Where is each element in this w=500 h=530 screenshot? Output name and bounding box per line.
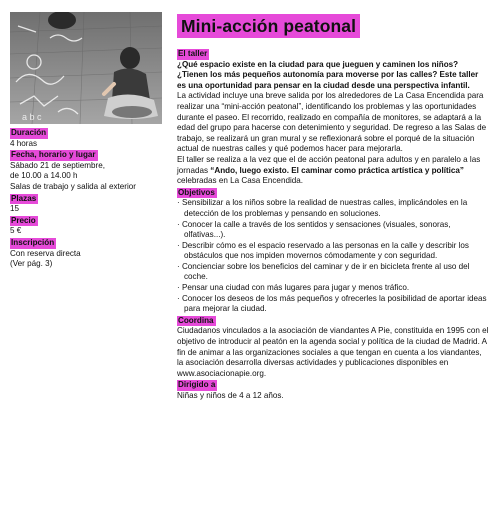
duracion-label: Duración <box>11 128 47 137</box>
taller-intro: ¿Qué espacio existe en la ciudad para que jueguen y caminen los niños? ¿Tienen los más pequeños autonomía para moverse por las calles? Este taller es una oportunidad para pensar en la ciudad desde una perspectiva infantil. <box>177 59 479 90</box>
coordina-text: Ciudadanos vinculados a la asociación de viandantes A Pie, constituida en 1995 con el objetivo de introducir al peatón en la agenda social y política de la ciudad de Madrid. A fin de animar a las organizaciones sociales a que tengan en cuenta a los viandantes, la asociación desarrolla diversas actividades y publicaciones disponibles en www.asociacionapie.org. <box>177 326 489 378</box>
precio-label: Precio <box>11 215 36 225</box>
info-column <box>10 128 170 270</box>
dirigido-text: Niñas y niños de 4 a 12 años. <box>177 391 284 400</box>
objetivo-item: · Concienciar sobre los beneficios del caminar y de ir en bicicleta frente al uso del coche. <box>177 262 489 283</box>
inscripcion-line-2: (Ver pág. 3) <box>10 259 53 269</box>
taller-parallel-text-a: El taller se realiza a la vez que el de acción peatonal para adultos y en paralelo a las jornadas <box>177 154 481 175</box>
children-chalk-photo <box>10 12 162 124</box>
svg-text:a b c: a b c <box>22 112 42 122</box>
objetivo-item: · Sensibilizar a los niños sobre la realidad de nuestras calles, implicándoles en la detección de los problemas y pensando en soluciones. <box>177 198 489 219</box>
objetivos-label: Objetivos <box>178 187 215 197</box>
jornadas-title: “Ando, luego existo. El caminar como práctica artística y política” <box>210 165 464 175</box>
fecha-line-2: de 10.00 a 14.00 h <box>10 171 78 181</box>
main-column <box>177 49 489 402</box>
precio-value: 5 € <box>10 226 22 236</box>
plazas-label: Plazas <box>11 193 37 203</box>
fecha-line-1: Sábado 21 de septiembre, <box>10 160 105 170</box>
taller-label: El taller <box>178 49 208 58</box>
objetivo-item: · Describir cómo es el espacio reservado a las personas en la calle y describir los obstáculos que nos impiden movernos cómodamente y con seguridad. <box>177 241 489 262</box>
page-title: Mini-acción peatonal <box>177 14 360 38</box>
photo-illustration <box>10 12 162 124</box>
objetivos-list <box>177 198 489 315</box>
taller-description: La actividad incluye una breve salida por los alrededores de La Casa Encendida para realizar una “mini-acción peatonal”, identificando los problemas y las oportunidades durante el paseo. El recorrido, realizado en compañía de monitores, se adaptará a la edad del grupo para hacerse con detenimiento y seguridad. De regreso a las Salas de trabajo, se realizará un gran mural y se reflexionará sobre el porqué de la situación actual de nuestras calles y qué podemos hacer para mejorarla. <box>177 91 487 154</box>
taller-parallel-note <box>177 155 489 187</box>
fecha-label: Fecha, horario y lugar <box>11 150 96 160</box>
objetivo-item: · Pensar una ciudad con más lugares para jugar y menos tráfico. <box>177 283 489 294</box>
fecha-line-3: Salas de trabajo y salida al exterior <box>10 181 136 191</box>
dirigido-label: Dirigido a <box>178 380 216 390</box>
objetivo-item: · Conocer los deseos de los más pequeños y ofrecerles la posibilidad de aportar ideas para mejorar la ciudad. <box>177 294 489 315</box>
plazas-value: 15 <box>10 204 20 214</box>
objetivo-item: · Conocer la calle a través de los sentidos y sensaciones (visuales, sonoras, olfativas...). <box>177 220 489 241</box>
inscripcion-label: Inscripción <box>11 237 55 247</box>
coordina-label: Coordina <box>178 315 214 325</box>
duracion-value: 4 horas <box>10 138 37 148</box>
taller-parallel-text-c: celebradas en La Casa Encendida. <box>177 176 303 186</box>
inscripcion-line-1: Con reserva directa <box>10 248 81 258</box>
